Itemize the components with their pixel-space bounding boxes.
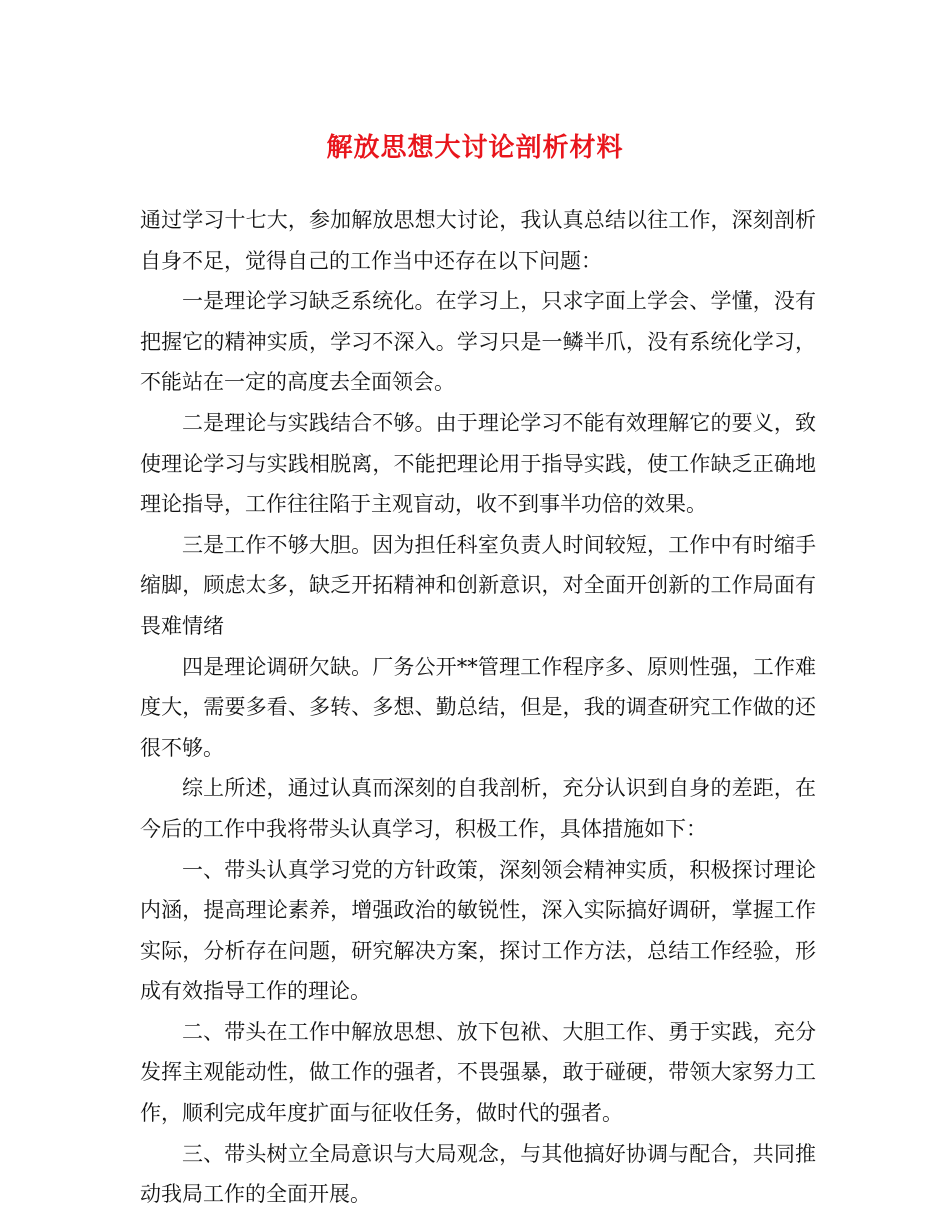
paragraph-measure-3: 三、带头树立全局意识与大局观念，与其他搞好协调与配合，共同推动我局工作的全面开展。	[140, 1141, 816, 1207]
paragraph-measure-1: 一、带头认真学习党的方针政策，深刻领会精神实质，积极探讨理论内涵，提高理论素养，增强政治的敏锐性，深入实际搞好调研，掌握工作实际，分析存在问题，研究解决方案，探讨工作方法，总结工作经验，形成有效指导工作的理论。	[140, 857, 816, 1004]
paragraph-measure-2: 二、带头在工作中解放思想、放下包袱、大胆工作、勇于实践，充分发挥主观能动性，做工作的强者，不畏强暴，敢于碰硬，带领大家努力工作，顺利完成年度扩面与征收任务，做时代的强者。	[140, 1019, 816, 1126]
paragraph-problem-1: 一是理论学习缺乏系统化。在学习上，只求字面上学会、学懂，没有把握它的精神实质，学习不深入。学习只是一鳞半爪，没有系统化学习，不能站在一定的高度去全面领会。	[140, 289, 816, 395]
paragraph-problem-3: 三是工作不够大胆。因为担任科室负责人时间较短，工作中有时缩手缩脚，顾虑太多，缺乏开拓精神和创新意识，对全面开创新的工作局面有畏难情绪	[140, 532, 816, 638]
paragraph-problem-2: 二是理论与实践结合不够。由于理论学习不能有效理解它的要义，致使理论学习与实践相脱离，不能把理论用于指导实践，使工作缺乏正确地理论指导，工作往往陷于主观盲动，收不到事半功倍的效果。	[140, 410, 816, 517]
document-title: 解放思想大讨论剖析材料	[326, 133, 624, 163]
paragraph-problem-4: 四是理论调研欠缺。厂务公开**管理工作程序多、原则性强，工作难度大，需要多看、多转、多想、勤总结，但是，我的调查研究工作做的还很不够。	[140, 654, 816, 760]
document-body	[140, 200, 816, 1215]
paragraph-intro: 通过学习十七大，参加解放思想大讨论，我认真总结以往工作，深刻剖析自身不足，觉得自己的工作当中还存在以下问题：	[140, 208, 816, 273]
paragraph-summary: 综上所述，通过认真而深刻的自我剖析，充分认识到自身的差距，在今后的工作中我将带头认真学习，积极工作，具体措施如下：	[140, 776, 816, 841]
